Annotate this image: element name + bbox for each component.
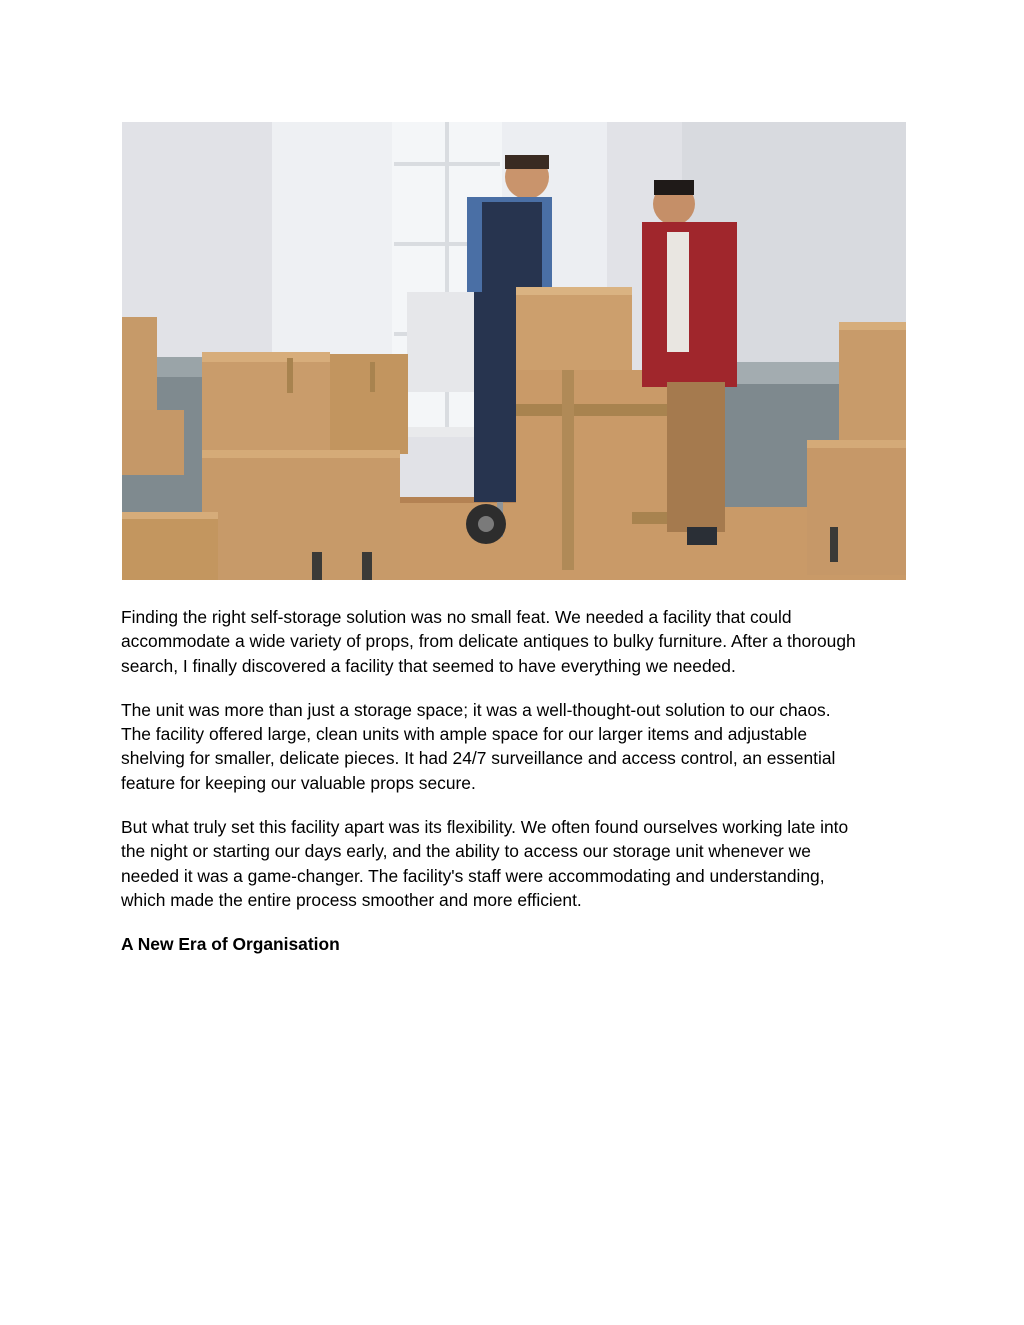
photo-illustration	[122, 122, 906, 580]
paragraph-line: The facility offered large, clean units with ample space for our larger items and adjustable	[121, 724, 808, 745]
paragraph-2	[121, 698, 911, 795]
paragraph-line: But what truly set this facility apart was its flexibility. We often found ourselves working late into	[121, 817, 849, 838]
paragraph-line: The unit was more than just a storage space; it was a well-thought-out solution to our chaos.	[121, 699, 831, 720]
paragraph-line: needed it was a game-changer. The facility's staff were accommodating and understanding,	[121, 865, 825, 886]
paragraph-1	[121, 605, 911, 678]
paragraph-line: feature for keeping our valuable props secure.	[121, 772, 476, 793]
paragraph-line: accommodate a wide variety of props, from delicate antiques to bulky furniture. After a thorough	[121, 631, 856, 652]
paragraph-line: shelving for smaller, delicate pieces. It had 24/7 surveillance and access control, an essential	[121, 748, 836, 769]
moving-boxes-photo	[122, 122, 906, 580]
paragraph-line: the night or starting our days early, and the ability to access our storage unit whenever we	[121, 841, 811, 862]
paragraph-line: Finding the right self-storage solution was no small feat. We needed a facility that could	[121, 607, 792, 627]
paragraph-line: search, I finally discovered a facility that seemed to have everything we needed.	[121, 655, 736, 676]
article-body	[121, 605, 911, 957]
paragraph-line: which made the entire process smoother and more efficient.	[121, 889, 582, 910]
section-heading: A New Era of Organisation	[121, 934, 340, 955]
paragraph-3	[121, 815, 911, 912]
